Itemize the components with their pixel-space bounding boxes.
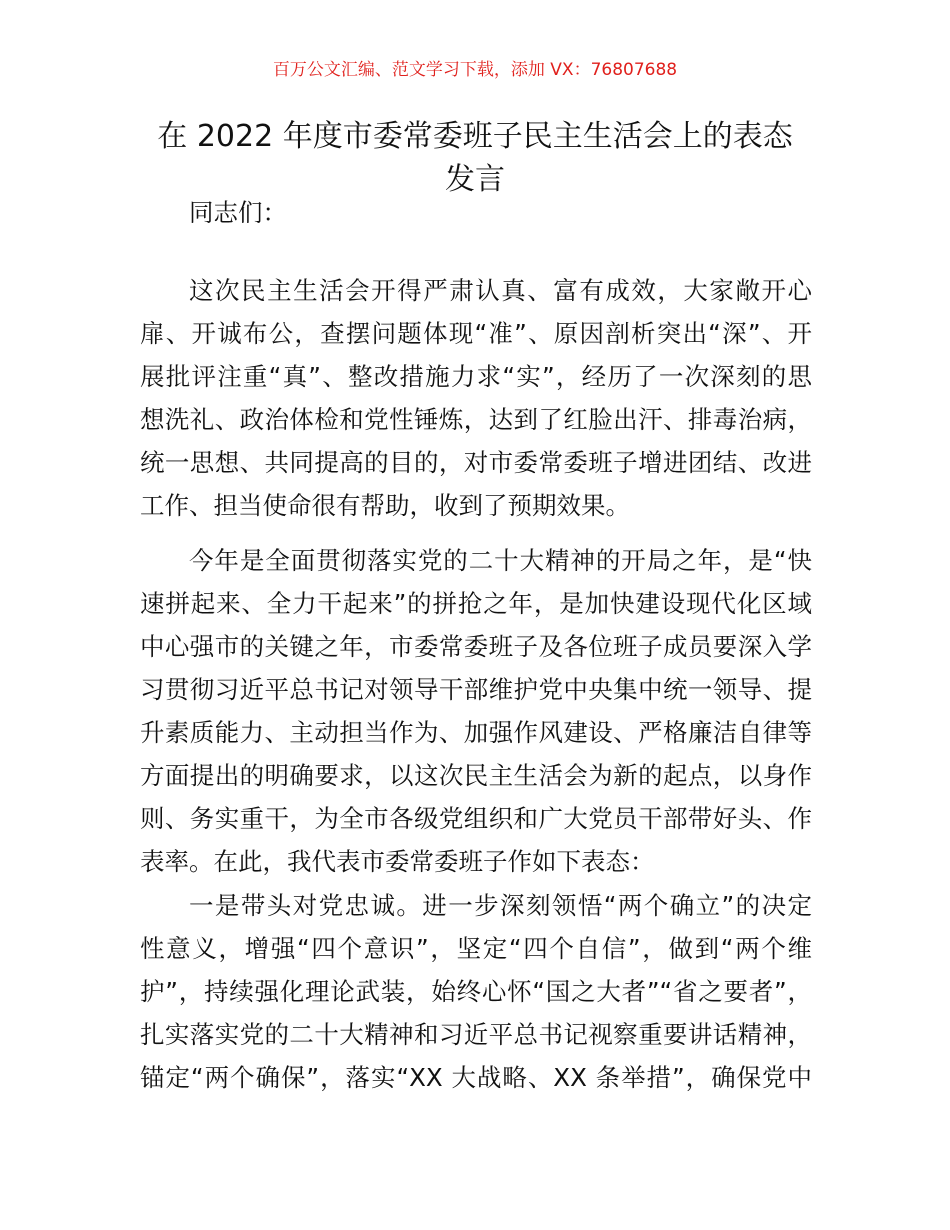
title-line: 发言: [445, 162, 505, 197]
document-body: [140, 191, 812, 1099]
paragraph-line: 工作、担当使命很有帮助，收到了预期效果。: [140, 491, 630, 520]
paragraph-line: 一是带头对党忠诚。进一步深刻领悟“两个确立”的决定: [189, 891, 812, 920]
paragraph-line: 则、务实重干，为全市各级党组织和广大党员干部带好头、作: [140, 804, 812, 833]
paragraph-line: 想洗礼、政治体检和党性锤炼，达到了红脸出汗、排毒治病，: [140, 405, 812, 434]
paragraph-line: 中心强市的关键之年，市委常委班子及各位班子成员要深入学: [140, 632, 812, 661]
paragraph-line: 速拼起来、全力干起来”的拼抢之年，是加快建设现代化区域: [140, 589, 812, 618]
watermark-header: 百万公文汇编、范文学习下载，添加 VX：76807688: [272, 60, 678, 80]
paragraph: [140, 884, 812, 1099]
paragraph-line: 护”，持续强化理论武装，始终心怀“国之大者”“省之要者”，: [140, 977, 812, 1006]
paragraph-line: 这次民主生活会开得严肃认真、富有成效，大家敞开心: [189, 276, 812, 305]
paragraph-line: 锚定“两个确保”，落实“XX 大战略、XX 条举措”，确保党中: [140, 1063, 812, 1092]
paragraph-line: 方面提出的明确要求，以这次民主生活会为新的起点，以身作: [140, 761, 812, 790]
title-line: 在 2022 年度市委常委班子民主生活会上的表态: [157, 119, 793, 154]
paragraph: [140, 191, 812, 234]
paragraph-line: 展批评注重“真”、整改措施力求“实”，经历了一次深刻的思: [140, 362, 812, 391]
paragraph-line: 扎实落实党的二十大精神和习近平总书记视察重要讲话精神，: [140, 1020, 812, 1049]
paragraph-line: 统一思想、共同提高的目的，对市委常委班子增进团结、改进: [140, 448, 812, 477]
paragraph-line: 性意义，增强“四个意识”，坚定“四个自信”，做到“两个维: [140, 934, 812, 963]
paragraph-line: 习贯彻习近平总书记对领导干部维护党中央集中统一领导、提: [140, 675, 812, 704]
paragraph-line: 同志们：: [189, 198, 287, 227]
paragraph-line: 表率。在此，我代表市委常委班子作如下表态：: [140, 847, 655, 876]
paragraph: [140, 539, 812, 883]
paragraph: [140, 269, 812, 527]
paragraph-line: 今年是全面贯彻落实党的二十大精神的开局之年，是“快: [189, 546, 812, 575]
paragraph-line: 升素质能力、主动担当作为、加强作风建设、严格廉洁自律等: [140, 718, 812, 747]
paragraph-line: 扉、开诚布公，查摆问题体现“准”、原因剖析突出“深”、开: [140, 319, 812, 348]
document-title: [140, 115, 810, 201]
